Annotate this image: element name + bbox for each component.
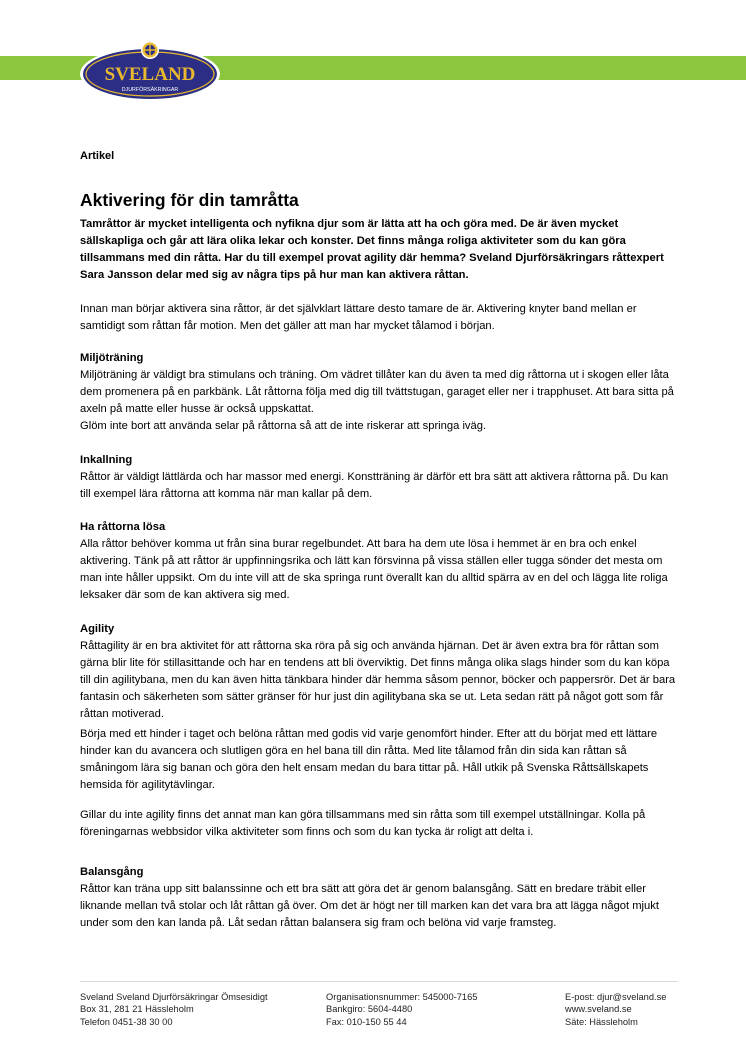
footer-website-link[interactable]: www.sveland.se	[565, 1004, 632, 1015]
section-paragraph: Miljöträning är väldigt bra stimulans och träning. Om vädret tillåter kan du även ta med dig råttorna ut i skogen eller låta dem promenera på en parkbänk. Låt råttorna följa med dig till tvättstugan, garaget eller ner i trapphuset. Att bara sitta på axeln på matte eller husse är också uppskattat.	[80, 369, 674, 415]
footer-email-link[interactable]: E-post: djur@sveland.se	[565, 992, 667, 1002]
section-paragraph: Råttagility är en bra aktivitet för att råttorna ska röra på sig och använda hjärnan. Det är även extra bra för råttan som gärna blir lite för stillasittande och har en tendens att bli överviktig. Det finns många olika slags hinder som du kan köpa till din agilitybana, men du kan även hitta tänkbara hinder där hemma såsom pennor, böcker och pappersrör. Det är bara fantasin och säkerheten som sätter gränser för hur just din agilitybana ska se ut. Leta sedan rätt på något gott som får råttan motiverad.	[80, 640, 676, 720]
section-paragraph: Alla råttor behöver komma ut från sina burar regelbundet. Att bara ha dem ute lösa i hemmet är en bra och enkel aktivering. Tänk på att råttor är uppfinningsrika och lätt kan försvinna på vissa ställen eller tugga sönder det mesta om man inte håller uppsikt. Om du inte vill att de ska springa runt överallt kan du alltid spärra av en del och lägga lite roliga leksaker där som de kan aktivera sig med.	[80, 538, 668, 601]
footer-fax: Fax: 010-150 55 44	[326, 1016, 407, 1027]
crest-icon	[141, 41, 159, 59]
section-heading-inkallning: Inkallning	[80, 454, 133, 466]
footer-phone: Telefon 0451-38 30 00	[80, 1016, 173, 1027]
section-heading-agility: Agility	[80, 623, 115, 635]
section-paragraph: Råttor är väldigt lättlärda och har massor med energi. Konstträning är därför ett bra sätt att aktivera råttorna på. Du kan till exempel lära råttorna att komma när man kallar på dem.	[80, 471, 669, 500]
footer-address: Box 31, 281 21 Hässleholm	[80, 1004, 194, 1015]
svg-text:DJURFÖRSÄKRINGAR: DJURFÖRSÄKRINGAR	[121, 87, 179, 93]
sveland-logo	[78, 38, 222, 104]
article-title: Aktivering för din tamråtta	[80, 190, 299, 210]
section-paragraph: Glöm inte bort att använda selar på råttorna så att de inte riskerar att springa iväg.	[80, 420, 487, 432]
article-intro: Innan man börjar aktivera sina råttor, är det självklart lättare desto tamare de är. Aktivering knyter band mellan er samtidigt som råttan får motion. Men det gäller att man har mycket tålamod i början.	[80, 303, 637, 332]
footer-divider	[80, 981, 678, 982]
footer-company-info	[80, 991, 268, 1028]
article-label: Artikel	[80, 150, 115, 162]
footer-org-number: Organisationsnummer: 545000-7165	[326, 992, 478, 1002]
footer-company-name: Sveland Sveland Djurförsäkringar Ömsesidigt	[80, 992, 268, 1002]
footer-registration-info	[326, 991, 477, 1028]
section-heading-balansgang: Balansgång	[80, 866, 144, 878]
article-lead: Tamråttor är mycket intelligenta och nyfikna djur som är lätta att ha och göra med. De är även mycket sällskapliga och går att lära olika lekar och konster. Det finns många roliga aktiviteter som du kan göra tillsammans med din råtta. Har du till exempel provat agility där hemma? Sveland Djurförsäkringars råttexpert Sara Jansson delar med sig av några tips på hur man kan aktivera råttan.	[80, 218, 664, 281]
section-heading-miljotraning: Miljöträning	[80, 352, 144, 364]
footer-seat: Säte: Hässleholm	[565, 1016, 638, 1027]
footer-bankgiro: Bankgiro: 5604-4480	[326, 1004, 413, 1015]
footer-contact-info	[565, 991, 666, 1028]
svg-text:SVELAND: SVELAND	[104, 64, 196, 85]
section-paragraph: Börja med ett hinder i taget och belöna råttan med godis vid varje genomfört hinder. Efter att du börjat med ett lättare hinder kan du avancera och slutligen göra en hel bana till din råtta. Med lite tålamod från din sida kan råttan så småningom lära sig banan och göra den helt ensam medan du bara tittar på. Håll utkik på Svenska Råttsällskapets hemsida för agilitytävlingar.	[80, 728, 658, 791]
section-paragraph: Gillar du inte agility finns det annat man kan göra tillsammans med sin råtta som till exempel utställningar. Kolla på föreningarnas webbsidor vilka aktiviteter som finns och som du kan tycka är roligt att delta i.	[80, 809, 646, 838]
section-heading-ha-rattorna-losa: Ha råttorna lösa	[80, 521, 166, 533]
section-paragraph: Råttor kan träna upp sitt balanssinne och ett bra sätt att göra det är genom balansgång. Sätt en bredare träbit eller liknande mellan två stolar och låt råttan gå över. Om det är högt ner till marken kan det vara bra att lägga något mjukt under som den kan landa på. Låt sedan råttan balansera sig fram och belöna vid varje framsteg.	[80, 883, 659, 929]
